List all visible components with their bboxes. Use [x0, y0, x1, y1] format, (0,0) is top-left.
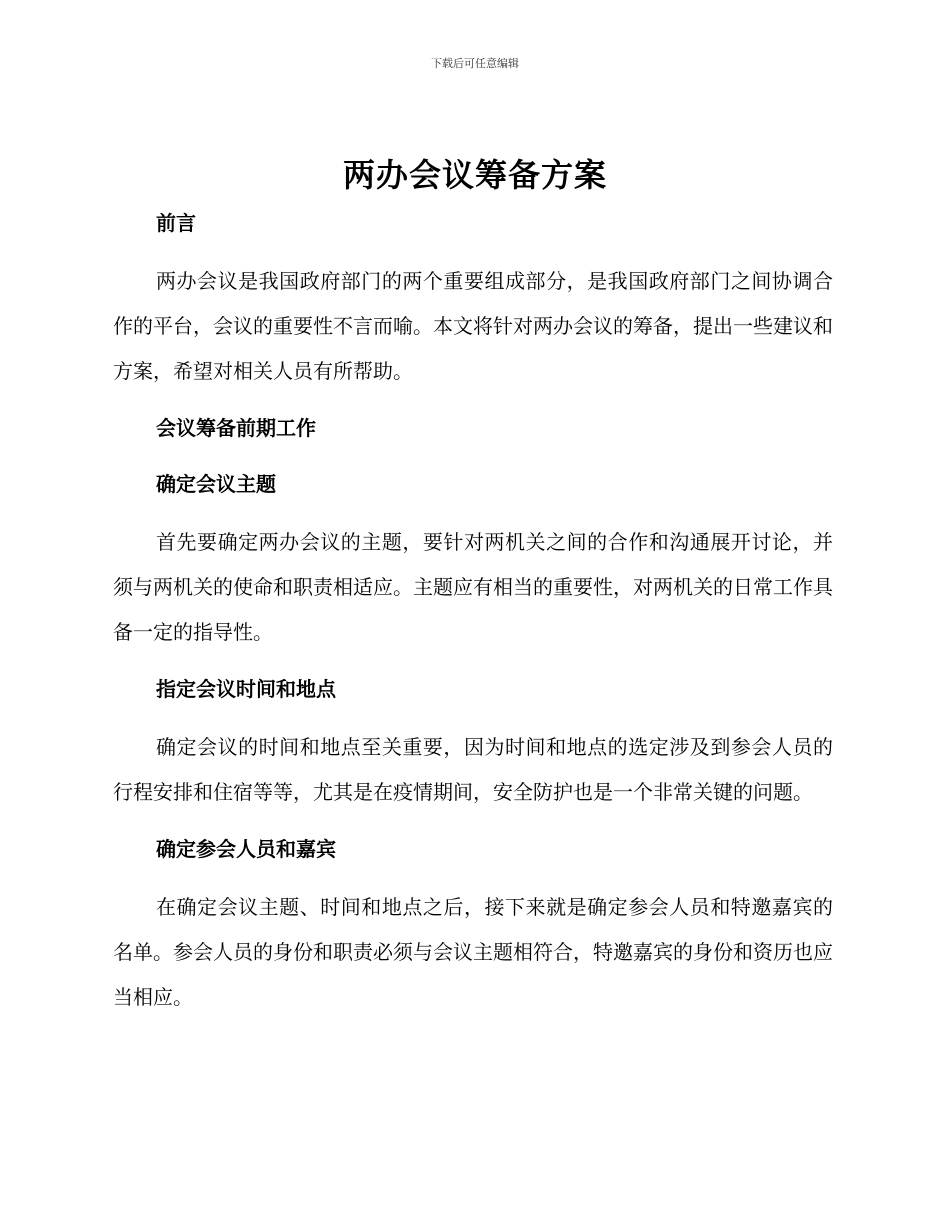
section-heading-people: 确定参会人员和嘉宾: [156, 837, 336, 861]
section-heading-preface: 前言: [156, 211, 196, 235]
document-body: [113, 201, 833, 1020]
section-heading-theme: 确定会议主题: [156, 472, 276, 496]
document-title: 两办会议筹备方案: [342, 156, 607, 194]
paragraph-preface: 两办会议是我国政府部门的两个重要组成部分，是我国政府部门之间协调合作的平台，会议的重要性不言而喻。本文将针对两办会议的筹备，提出一些建议和方案，希望对相关人员有所帮助。: [113, 269, 833, 383]
paragraph-time: 确定会议的时间和地点至关重要，因为时间和地点的选定涉及到参会人员的行程安排和住宿等等，尤其是在疫情期间，安全防护也是一个非常关键的问题。: [113, 735, 833, 804]
header-note: 下载后可任意编辑: [431, 57, 519, 70]
section-heading-time: 指定会议时间和地点: [156, 677, 336, 701]
section-heading-prep: 会议筹备前期工作: [156, 416, 316, 440]
paragraph-people: 在确定会议主题、时间和地点之后，接下来就是确定参会人员和特邀嘉宾的名单。参会人员的身份和职责必须与会议主题相符合，特邀嘉宾的身份和资历也应当相应。: [113, 895, 833, 1009]
paragraph-theme: 首先要确定两办会议的主题，要针对两机关之间的合作和沟通展开讨论，并须与两机关的使命和职责相适应。主题应有相当的重要性，对两机关的日常工作具备一定的指导性。: [113, 530, 833, 644]
